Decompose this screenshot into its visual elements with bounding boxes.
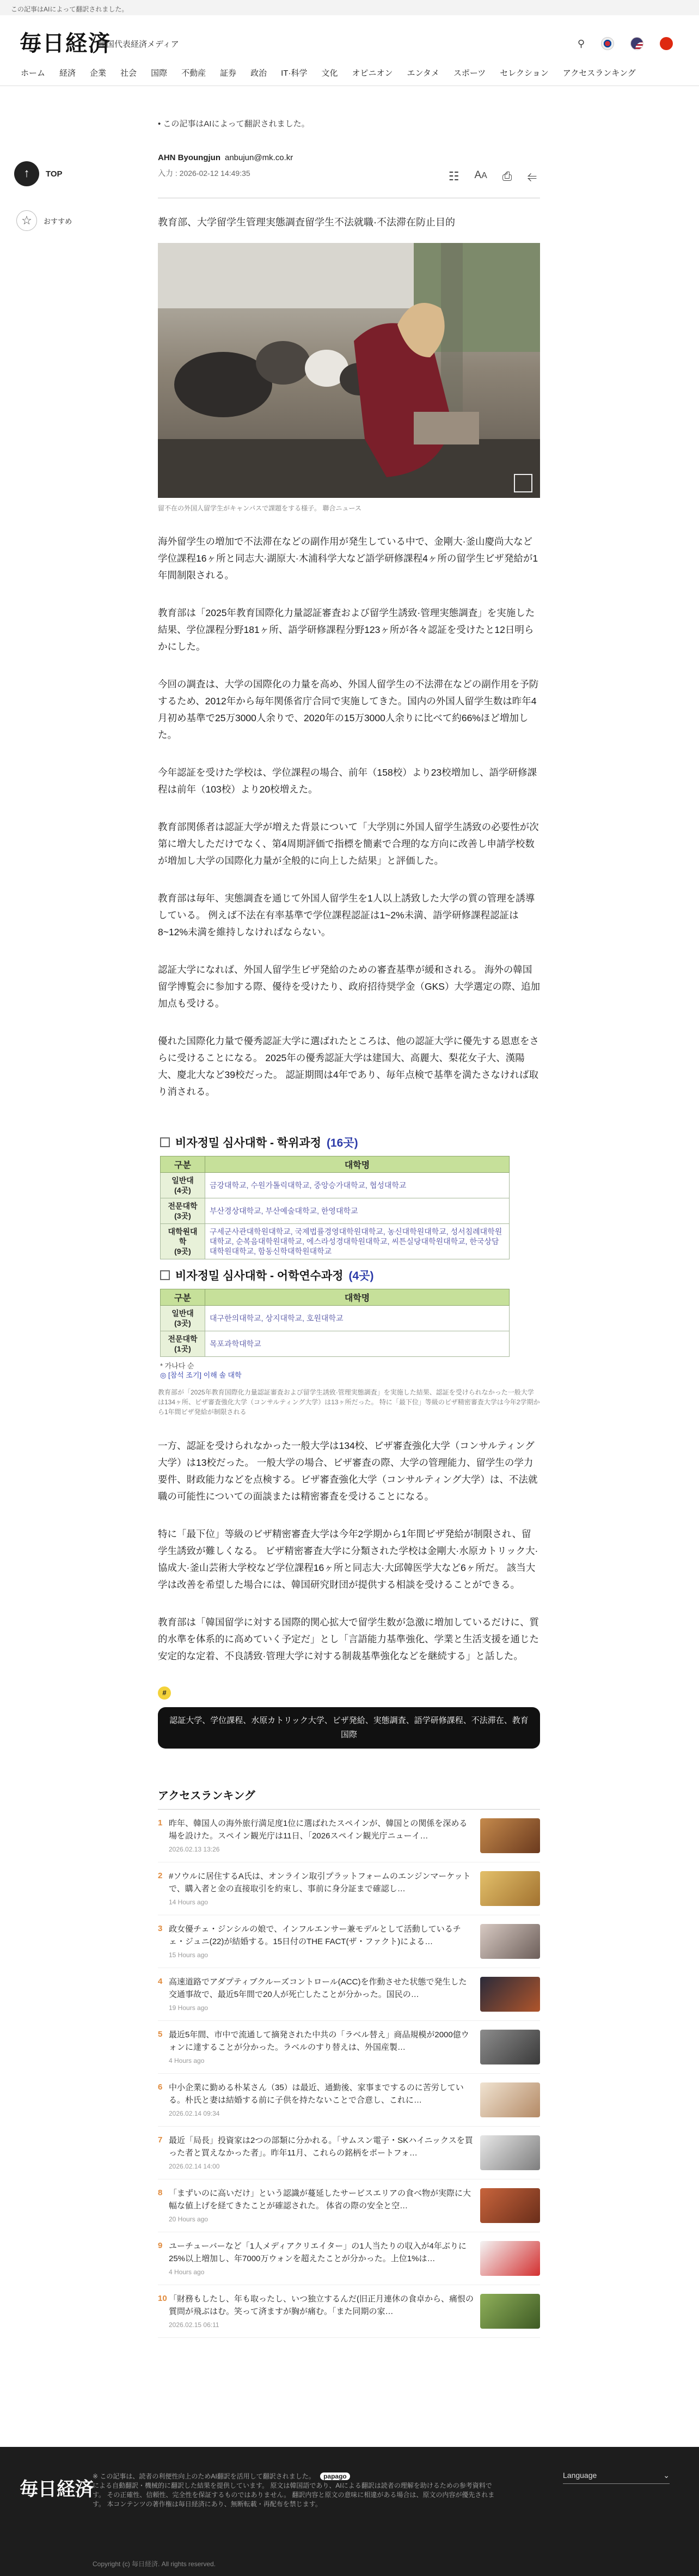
ranking-item[interactable]: 7 最近「局長」投資家は2つの部類に分かれる。「サムスン電子・SKハイニックスを買った者と買えなかった者」。昨年11月、これらの銘柄をポートフォ… 2026.02.14 14:00 (158, 2127, 540, 2179)
nav-international[interactable]: 国際 (151, 69, 168, 78)
ranking-thumbnail[interactable] (480, 1924, 540, 1959)
star-icon[interactable]: ☆ (16, 210, 37, 231)
ranking-thumbnail[interactable] (480, 1871, 540, 1906)
article-paragraph: 優れた国際化力量で優秀認証大学に選ばれたところは、他の認証大学に優先する恩恵をさらに受けることになる。 2025年の優秀認証大学は建国大、高麗大、梨花女子大、漢陽大、慶北大など39校だった。 認証期間は4年であり、毎年点検で基準を満たさなければ取り消される。 (158, 1036, 539, 1097)
papago-logo: papago (320, 2473, 350, 2480)
tag-list[interactable]: 認証大学、学位課程、水原カトリック大学、ビザ発給、実態調査、語学研修課程、不法滞在、教育国際 (158, 1707, 540, 1749)
ranking-thumbnail[interactable] (480, 2294, 540, 2329)
column-header: 구분 (161, 1156, 205, 1173)
nav-securities[interactable]: 証券 (220, 69, 237, 78)
ranking-item[interactable]: 2 #ソウルに居住するA氏は、オンライン取引プラットフォームのエンジンマーケットで、購入者と金の直接取引を約束し、事前に身分証まで確認し… 14 Hours ago (158, 1862, 540, 1915)
column-header: 구분 (161, 1289, 205, 1306)
article-meta (158, 153, 540, 197)
search-icon[interactable]: ⚲ (577, 38, 585, 49)
table-row: 전문대학 (3곳) 부산경상대학교, 부산예술대학교, 한영대학교 (161, 1198, 510, 1224)
photo-caption: 留不在の外国人留学生がキャンパスで課題をする様子。 聯合ニュース (158, 504, 361, 512)
scroll-top-label: TOP (46, 169, 63, 179)
hashtag-icon: # (158, 1686, 171, 1700)
table-row: 일반대 (4곳) 금강대학교, 수원가톨릭대학교, 중앙승가대학교, 협성대학교 (161, 1173, 510, 1198)
footer-copyright: Copyright (c) 毎日経済. All rights reserved. (93, 2560, 216, 2568)
ranking-thumbnail[interactable] (480, 1977, 540, 2012)
ranking-thumbnail[interactable] (480, 1818, 540, 1853)
site-logo[interactable]: 毎日経済 (20, 31, 111, 56)
footer-notice: ※ この記事は、読者の利便性向上のためAI翻訳を活用して翻訳されました。 papago による自動翻訳・機械的に翻訳した結果を提供しています。 原文は韓国語であり、AIによる翻訳は読者の理解を助けるための参考資料です。 その正確性、信頼性、完全性を保証するものではありません。 翻訳内容と原文の意味に相違がある場合は、原文の内容が優先されます。 本コンテンツの著作権は毎日経済にあり、無断転載・再配布を禁じます。 (93, 2473, 495, 2508)
column-header: 대학명 (205, 1156, 510, 1173)
language-table (160, 1289, 510, 1357)
nav-politics[interactable]: 政治 (250, 69, 267, 78)
translation-notice-bar: この記事はAIによって翻訳されました。 (0, 0, 699, 15)
translate-icon[interactable]: ☷ (448, 169, 459, 183)
article-paragraph: 特に「最下位」等級のビザ精密審査大学は今年2学期から1年間ビザ発給が制限され、留学生誘致が難しくなる。 ビザ精密審査大学に分類された学校は金剛大·水原カトリック大·協成大·釜山芸術大学校など学位課程16ヶ所と同志大·大邱韓医学大など6ヶ所だ。 該当大学は改善を希望した場合には、韓国研究財団が提供する相談を受けることができる。 (158, 1528, 538, 1590)
language-count: (4곳) (348, 1270, 374, 1282)
degree-section-title: 비자정밀 심사대학 - 학위과정 (16곳) (160, 1134, 510, 1150)
ranking-list (158, 1810, 540, 2338)
nav-selection[interactable]: セレクション (500, 69, 549, 78)
nav-society[interactable]: 社会 (120, 69, 137, 78)
language-section-title: 비자정밀 심사대학 - 어학연수과정 (4곳) (160, 1267, 510, 1283)
nav-opinion[interactable]: オピニオン (352, 69, 393, 78)
korea-flag-icon[interactable] (601, 37, 614, 50)
article-paragraph: 教育部は「2025年教育国際化力量認証審査および留学生誘致·管理実態調査」を実施した結果、学位課程分野181ヶ所、語学研修課程分野123ヶ所が各々認証を受けたと12日明らかにした。 (158, 607, 535, 652)
degree-count: (16곳) (326, 1137, 358, 1149)
nav-entertainment[interactable]: エンタメ (407, 69, 439, 78)
table-row: 일반대 (3곳) 대구한의대학교, 상지대학교, 호원대학교 (161, 1306, 510, 1331)
main-nav (0, 60, 699, 86)
article-paragraph: 今回の調査は、大学の国際化の力量を高め、外国人留学生の不法滞在などの副作用を予防するため、2012年から毎年関係省庁合同で実施してきた。国内の外国人留学生数は昨年4月初め基準で25万3000人余りで、2020年の15万3000人余りに比べて約66%ほど増加した。 (158, 679, 539, 740)
chevron-down-icon: ⌄ (663, 2471, 670, 2480)
campus-students-photo (158, 243, 540, 498)
language-select[interactable]: Language ⌄ (563, 2471, 670, 2484)
ranking-item[interactable]: 4 高速道路でアダプティブクルーズコントロール(ACC)を作動させた状態で発生した交通事故で、最近5年間で20人が死亡したことが分かった。国民の… 19 Hours ago (158, 1968, 540, 2021)
checkbox-icon (160, 1270, 170, 1280)
article-paragraph: 教育部関係者は認証大学が増えた背景について「大学別に外国人留学生誘致の必要性が次第に増大しただけでなく、第4周期評価で指標を簡素で合理的な方向に改善し申請学校数が増加し大学の国際化力量が全般的に向上した結果」と評価した。 (158, 821, 539, 866)
ranking-item[interactable]: 8 「まずいのに高いだけ」という認識が蔓延したサービスエリアの食べ物が実際に大幅な値上げを経てきたことが確認された。 体省の際の安全と空… 20 Hours ago (158, 2179, 540, 2232)
ranking-item[interactable]: 9 ユーチューバーなど「1人メディアクリエイター」の1人当たりの収入が4年ぶりに25%以上増加し、年7000万ウォンを超えたことが分かった。上位1%は… 4 Hours ago (158, 2232, 540, 2285)
author-line (158, 153, 540, 162)
footer-logo[interactable]: 毎日経済 (20, 2478, 94, 2500)
share-icon[interactable]: ⥢ (527, 169, 537, 183)
article-paragraph: 教育部は「韓国留学に対する国際的関心拡大で留学生数が急激に増加しているだけに、質的水準を体系的に高めていく予定だ」とし「言語能力基準強化、学業と生活支援を通じた安定的な定着、不良誘致·管理大学に対する制裁基準強化などを継続する」と話した。 (158, 1617, 539, 1661)
nav-culture[interactable]: 文化 (321, 69, 338, 78)
site-footer (0, 2447, 699, 2576)
table-caption: 教育部が「2025年教育国際化力量認証審査および留学生誘致·管理実態調査」を実施した結果、認証を受けられなかった一般大学は134ヶ所、ビザ審査強化大学（コンサルティング大学）は13ヶ所だった。 特に「最下位」等級のビザ精密審査大学は今年2学期から1年間ビザ発給が制限される (158, 1389, 540, 1416)
article-lead: 教育部、大学留学生管理実態調査留学生不法就職·不法滞在防止目的 (158, 217, 455, 228)
ranking-thumbnail[interactable] (480, 2082, 540, 2117)
table-row: 전문대학 (1곳) 목포과학대학교 (161, 1331, 510, 1357)
ai-translation-note: • この記事はAIによって翻訳されました。 (158, 119, 310, 129)
degree-table (160, 1156, 510, 1259)
column-header: 대학명 (205, 1289, 510, 1306)
china-flag-icon[interactable] (660, 37, 673, 50)
table-row: 대학원대학 (9곳) 구세군사관대학원대학교, 국제법률경영대학원대학교, 농신대학원대학교, 성서침례대학원대학교, 순복음대학원대학교, 에스라성경대학원대학교, 씨튼실당대학원대학교, 한국상담대학원대학교, 함동신학대학원대학교 (161, 1224, 510, 1259)
tag-block (158, 1686, 540, 1749)
font-size-icon[interactable]: AA (474, 169, 487, 181)
ranking-title: アクセスランキング (158, 1790, 255, 1802)
ranking-thumbnail[interactable] (480, 2030, 540, 2065)
article-paragraph: 教育部は毎年、実態調査を通じて外国人留学生を1人以上誘致した大学の質の管理を誘導している。 例えば不法在有率基準で学位課程認証は1~2%未満、語学研修課程認証は8~12%未満を維持しなければならない。 (158, 893, 535, 937)
visa-screening-table (160, 1134, 510, 1380)
article-paragraph: 今年認証を受けた学校は、学位課程の場合、前年（158校）より23校増加し、語学研修課程は前年（103校）より20校増えた。 (158, 767, 537, 795)
article-paragraph: 認証大学になれば、外国人留学生ビザ発給のための審査基準が緩和される。 海外の韓国留学博覧会に参加する際、優待を受けたり、政府招待奨学金（GKS）大学選定の際、追加加点も受ける。 (158, 964, 540, 1009)
ranking-item[interactable]: 5 最近5年間、市中で流通して摘発された中共の「ラベル替え」商品規模が2000億ウォンに達することが分かった。ラベルのすり替えは、外国産製… 4 Hours ago (158, 2021, 540, 2074)
nav-ranking[interactable]: アクセスランキング (562, 69, 636, 78)
author-name: AHN Byoungjun (158, 153, 220, 162)
nav-it-science[interactable]: IT·科学 (281, 69, 308, 78)
article-paragraph: 海外留学生の増加で不法滞在などの副作用が発生している中で、金剛大·釜山慶尚大など学位課程16ヶ所と同志大·湖原大·木浦科学大など語学研修課程4ヶ所の留学生ビザ発給が1年間制限される。 (158, 536, 538, 581)
publish-date: 入力 : 2026-02-12 14:49:35 (158, 169, 250, 178)
nav-economy[interactable]: 経済 (59, 69, 76, 78)
print-icon[interactable]: ⎙ (502, 169, 512, 183)
ranking-thumbnail[interactable] (480, 2241, 540, 2276)
nav-home[interactable]: ホーム (21, 69, 46, 78)
ranking-item[interactable]: 3 政女優チェ・ジンシルの娘で、インフルエンサー兼モデルとして活動しているチェ・ジュニ(22)が結婚する。15日付のTHE FACT(ザ・ファクト)による… 15 Hours ago (158, 1915, 540, 1968)
scroll-top-button[interactable]: ↑ (14, 161, 39, 186)
site-header (0, 15, 699, 60)
bookmark-label: おすすめ (44, 217, 72, 226)
ranking-item[interactable]: 1 昨年、韓国人の海外旅行満足度1位に選ばれたスペインが、韓国との関係を深める場を設けた。スペイン観光庁は11日、「2026スペイン観光庁ニューイ… 2026.02.13 13:26 (158, 1810, 540, 1862)
article-main (158, 109, 540, 2338)
article-photo (158, 243, 540, 498)
floating-sidebar (14, 161, 79, 255)
usa-flag-icon[interactable] (630, 37, 643, 50)
ranking-item[interactable]: 6 中小企業に勤める朴某さん（35）は最近、通勤後、家事までするのに苦労している。朴氏と妻は結婚する前に子供を持たないことで合意し、これに… 2026.02.14 09:34 (158, 2074, 540, 2127)
ranking-item[interactable]: 10 「財務もしたし、年も取ったし、いつ独立するんだ(旧正月連休の食卓から、痛恨の質問が飛ぶはむ。笑って済ますが胸が痛む。「また同期の家… 2026.02.15 06:11 (158, 2285, 540, 2338)
author-email[interactable]: anbujun@mk.co.kr (224, 153, 293, 162)
site-subtitle: 韓国代表経済メディア (98, 40, 179, 49)
nav-real-estate[interactable]: 不動産 (181, 69, 206, 78)
ranking-thumbnail[interactable] (480, 2135, 540, 2170)
table-note: * 가나다 순 ◎ [참석 조기] 이해 솔 대학 (160, 1362, 242, 1379)
ranking-thumbnail[interactable] (480, 2188, 540, 2223)
nav-sports[interactable]: スポーツ (453, 69, 486, 78)
article-paragraph: 一方、認証を受けられなかった一般大学は134校、ビザ審査強化大学（コンサルティング大学）は13校だった。 一般大学の場合、ビザ審査の際、大学の管理能力、留学生の学力要件、財政能力などを点検する。ビザ審査強化大学（コンサルティング大学）は、不法就職の可能性についての面談または精密審査を受けることになる。 (158, 1440, 538, 1502)
nav-business[interactable]: 企業 (90, 69, 107, 78)
checkbox-icon (160, 1137, 170, 1147)
